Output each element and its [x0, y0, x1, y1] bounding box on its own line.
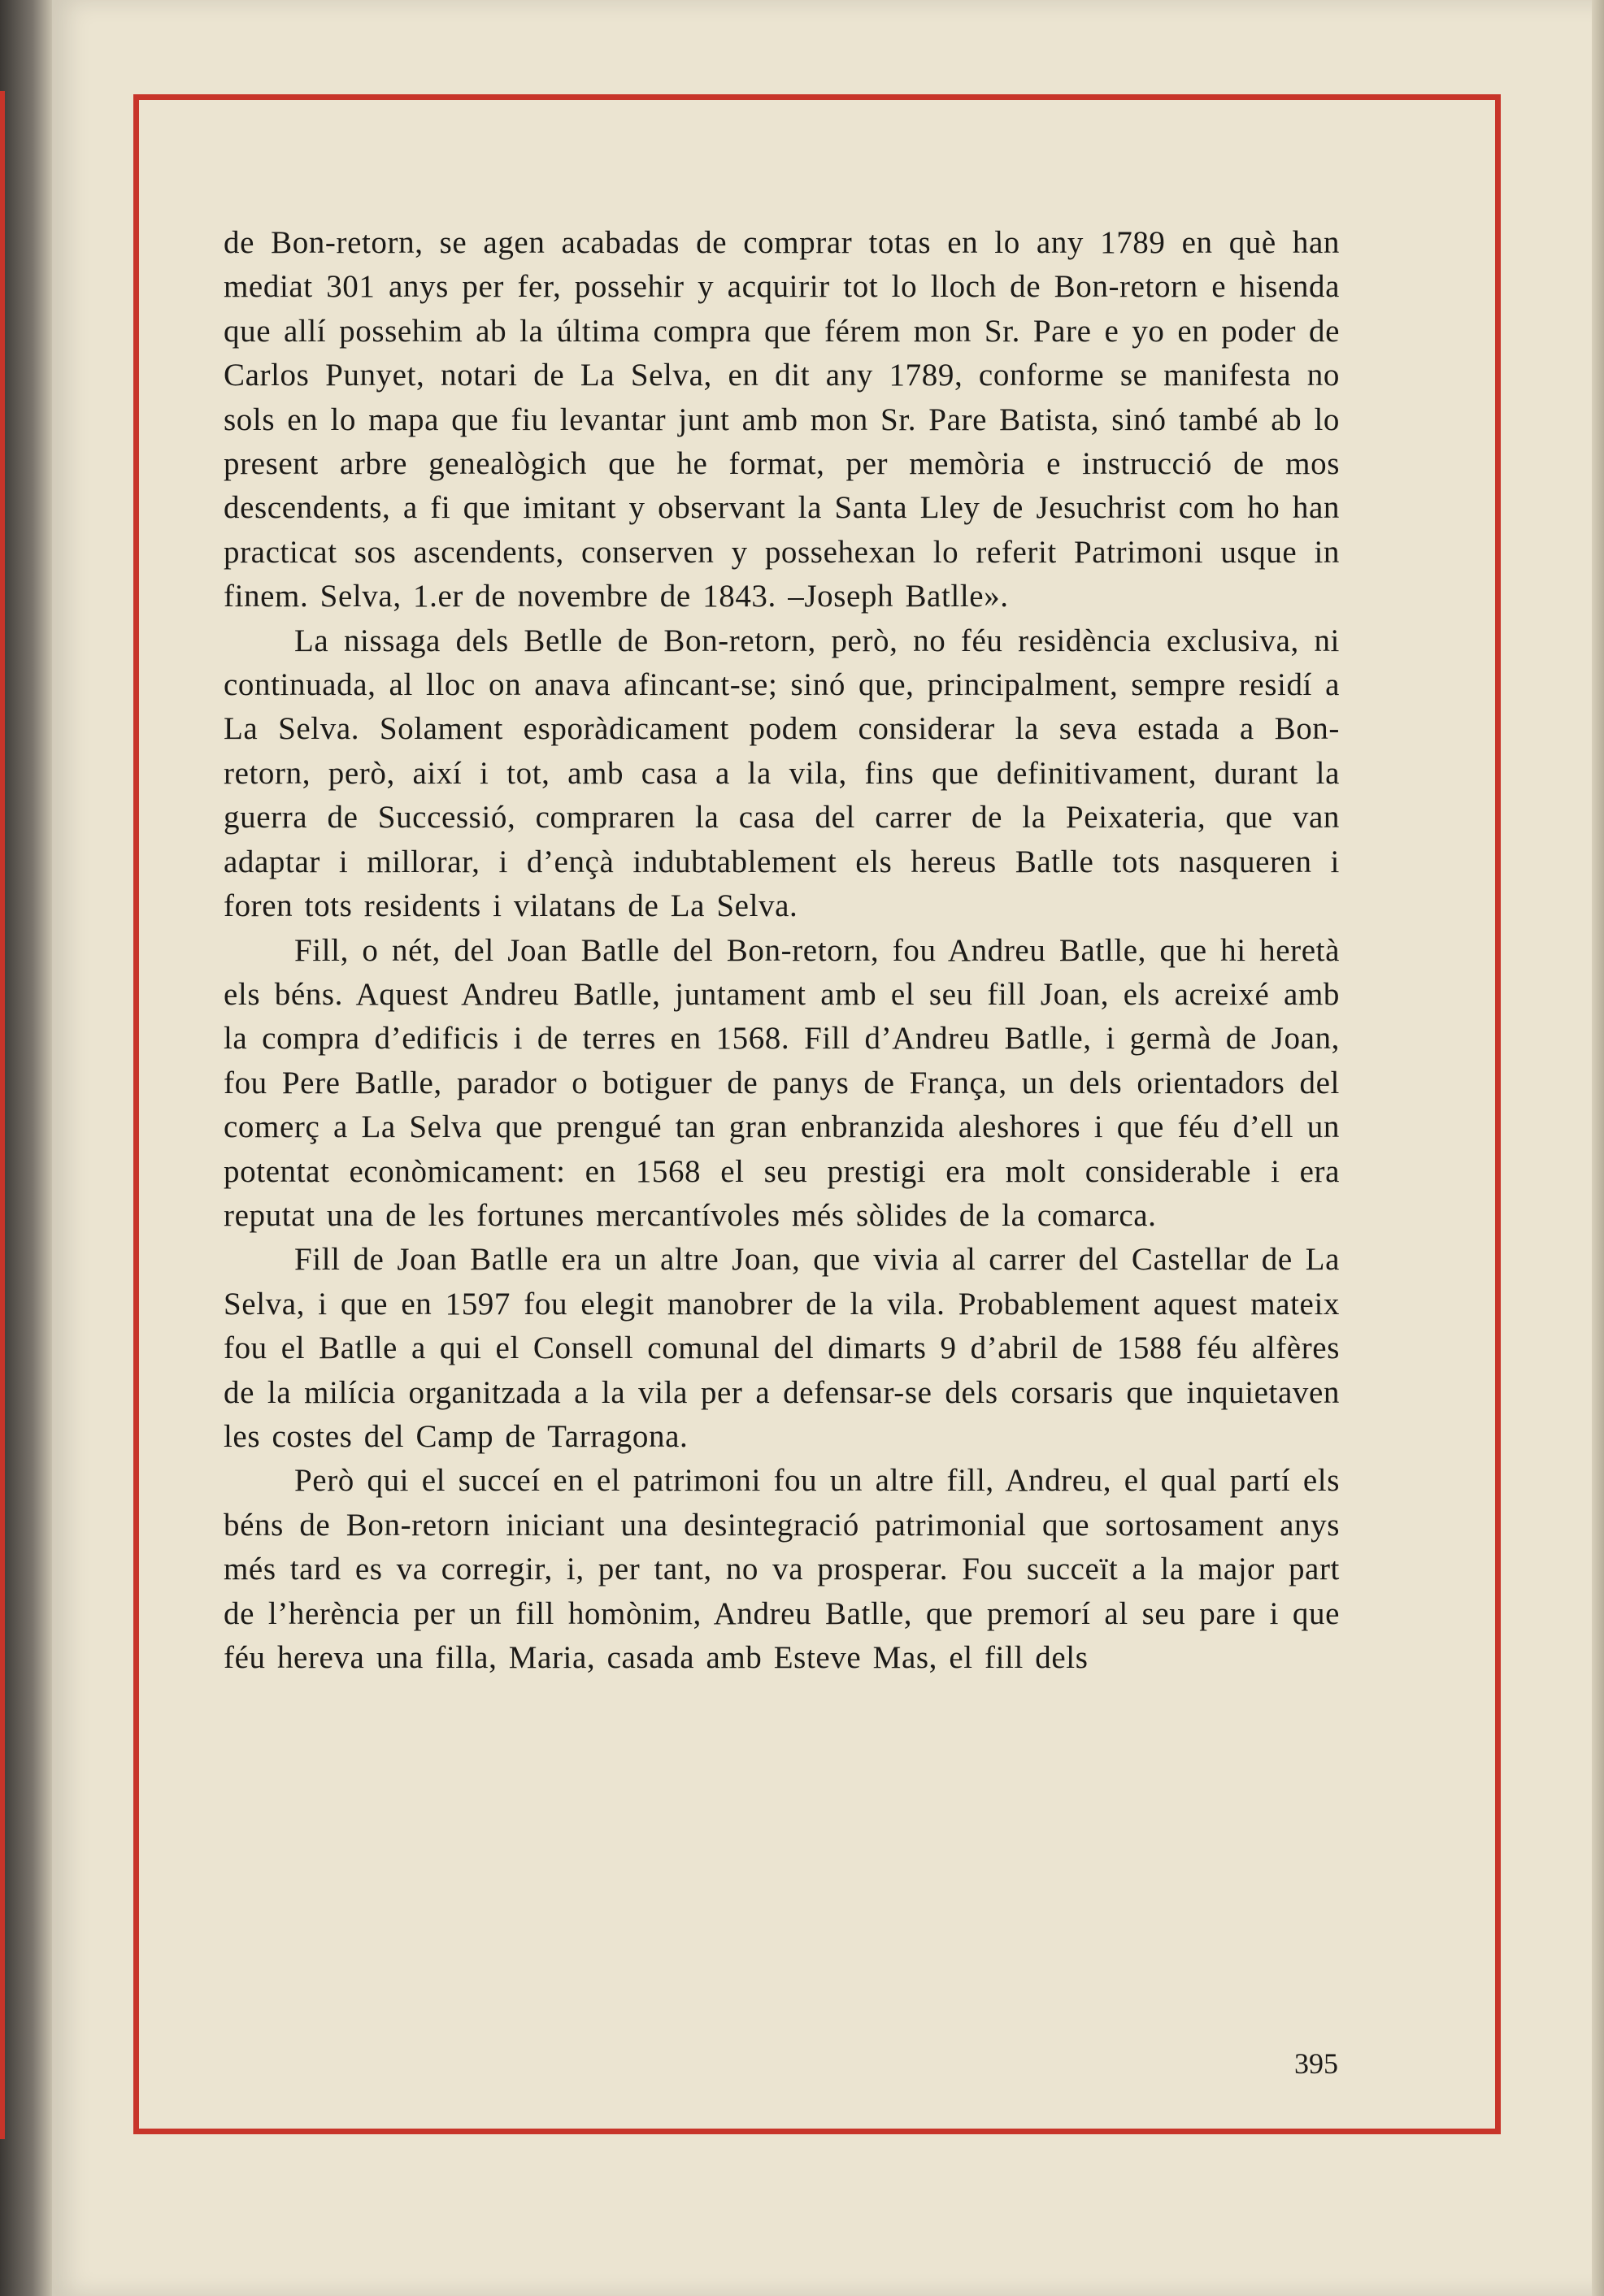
border-rule-bottom [133, 2129, 1501, 2134]
paragraph-4: Fill de Joan Batlle era un altre Joan, que vivia al carrer del Castellar de La Selva, i que en 1597 fou elegit manobrer de la vila. Probablement aquest mateix fou el Batlle a qui el Consell comunal del dimarts 9 d’abril de 1588 féu alfères de la milícia organitzada a la vila per a defensar-se dels corsaris que inquietaven les costes del Camp de Tarragona. [224, 1242, 1340, 1454]
border-rule-top [133, 94, 1501, 100]
paragraph-2: La nissaga dels Betlle de Bon-retorn, però, no féu residència exclusiva, ni continuada, al lloc on anava afincant-se; sinó que, principalment, sempre residí a La Selva. Solament esporàdicament podem considerar la seva estada a Bon-retorn, però, així i tot, amb casa a la vila, fins que definitivament, durant la guerra de Successió, compraren la casa del carrer de la Peixateria, que van adaptar i millorar, i d’ençà indubtablement els hereus Batlle tots nasqueren i foren tots residents i vilatans de La Selva. [224, 623, 1340, 924]
border-rule-right [1495, 94, 1501, 2134]
paragraph-3: Fill, o nét, del Joan Batlle del Bon-retorn, fou Andreu Batlle, que hi heretà els béns. Aquest Andreu Batlle, juntament amb el seu fill Joan, els acreixé amb la compra d’edificis i de terres en 1568. Fill d’Andreu Batlle, i germà de Joan, fou Pere Batlle, parador o botiguer de panys de França, un dels orientadors del comerç a La Selva que prengué tan gran enbranzida aleshores i que féu d’ell un potentat econòmicament: en 1568 el seu prestigi era molt considerable i era reputat una de les fortunes mercantívoles més sòlides de la comarca. [224, 932, 1340, 1233]
page-number: 395 [1294, 2047, 1338, 2080]
border-rule-left [133, 94, 139, 2134]
previous-page-border-rule [0, 91, 5, 2139]
page-edge [1592, 0, 1604, 2296]
paragraph-1: de Bon-retorn, se agen acabadas de comprar totas en lo any 1789 en què han mediat 301 anys per fer, possehir y acquirir tot lo lloch de Bon-retorn e hisenda que allí possehim ab la última compra que férem mon Sr. Pare e yo en poder de Carlos Punyet, notari de La Selva, en dit any 1789, conforme se manifesta no sols en lo mapa que fiu levantar junt amb mon Sr. Pare Batista, sinó també ab lo present arbre genealògich que he format, per memòria e instrucció de mos descendents, a fi que imitant y observant la Santa Lley de Jesuchrist com ho han practicat sos ascendents, conserven y possehexan lo referit Patrimoni usque in finem. Selva, 1.er de novembre de 1843. –Joseph Batlle». [224, 225, 1340, 614]
book-page [52, 0, 1604, 2296]
body-text [224, 221, 1340, 1680]
paragraph-5: Però qui el succeí en el patrimoni fou un altre fill, Andreu, el qual partí els béns de Bon-retorn iniciant una desintegració patrimonial que sortosament anys més tard es va corregir, i, per tant, no va prosperar. Fou succeït a la major part de l’herència per un fill homònim, Andreu Batlle, que premorí al seu pare i que féu hereva una filla, Maria, casada amb Esteve Mas, el fill dels [224, 1463, 1340, 1675]
